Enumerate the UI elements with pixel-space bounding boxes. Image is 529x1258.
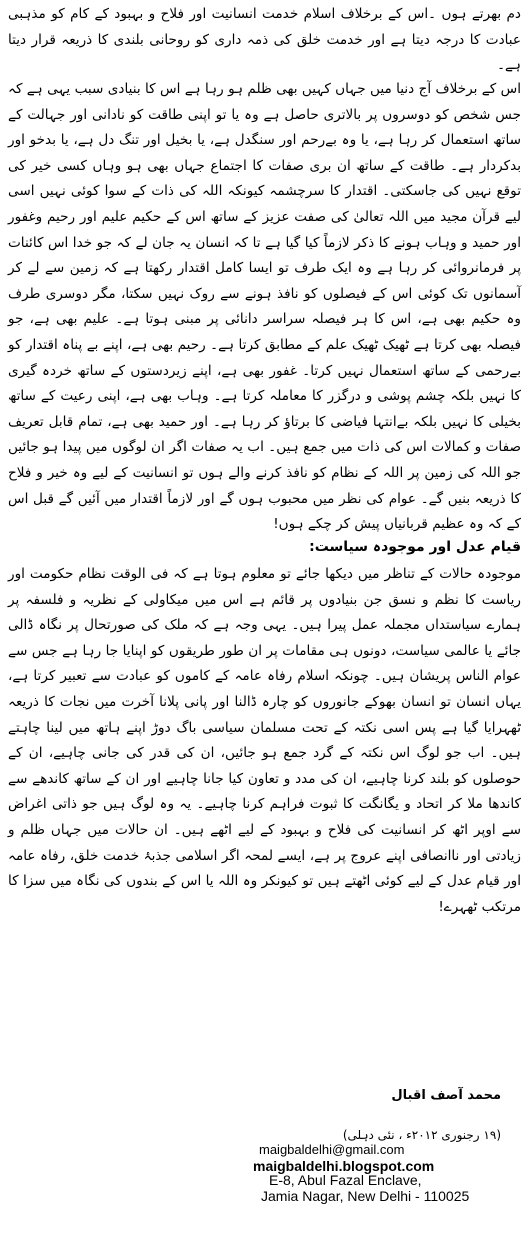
article-paragraph-1: دم بھرتے ہوں ۔اس کے برخلاف اسلام خدمت انسانیت اور فلاح و بہبود کے کام کو مذہبی عبادت کا درجہ دیتا ہے اور خدمت خلق کی ذمہ داری کو روحانی بلندی کا ذریعہ قرار دیتا ہے۔ bbox=[8, 6, 521, 74]
article-date: (۱۹ رجنوری ۲۰۱۲ء ، نئی دہلی) bbox=[342, 1128, 501, 1142]
address-line-1: E-8, Abul Fazal Enclave, bbox=[269, 1172, 422, 1188]
article-paragraph-3: موجودہ حالات کے تناظر میں دیکھا جائے تو معلوم ہوتا ہے کہ فی الوقت نظام حکومت اور ریاست کا نظم و نسق جن بنیادوں پر قائم ہے اس میں میکاولی کے نظریہ و فلسفہ پر ہمارے سیاستداں مجملہ عمل پیرا ہیں۔ یہی وجہ ہے کہ ملک کی صورتحال پر نگاہ ڈالی جائے یا عالمی سیاست، دونوں ہی مقامات پر ان طور طریقوں کو اپنایا جا رہا ہے جس سے عوام الناس پریشان ہیں۔ چونکہ اسلام رفاہ عامہ کے کاموں کو عبادت سے تعبیر کرتا ہے، یہاں انسان تو انسان بھوکے جانوروں کو چارہ ڈالنا اور پانی پلانا آخرت میں نجات کا ذریعہ ٹھہرایا گیا ہے پس اسی نکتہ کے تحت مسلمان سیاسی باگ دوڑ اپنے ہاتھ میں لینا چاہتے ہیں۔ اب جو لوگ اس نکتہ کے گرد جمع ہو جائیں، ان کی قدر کی جانی چاہیے، ان کے حوصلوں کو بلند کرنا چاہیے، ان کی مدد و تعاون کیا جانا چاہیے اور ان کے ساتھ کاندھے سے کاندھا ملا کر اتحاد و یگانگت کا ثبوت فراہم کرنا چاہیے۔ یہ وہ لوگ ہیں جو ذاتی اغراض سے اوپر اٹھ کر انسانیت کی فلاح و بہبود کے لیے اٹھے ہیں۔ ان حالات میں جہاں ظلم و زیادتی اور ناانصافی اپنے عروج پر ہے، ایسے لمحہ اگر اسلامی جذبۂ خدمت خلق، رفاہ عامہ اور قیام عدل کے لیے کوئی اٹھتے ہیں تو کیونکر وہ اللہ یا اس کے بندوں کی نگاہ میں سزا کا مرتکب ٹھہرے! bbox=[8, 566, 521, 915]
author-blog: maigbaldelhi.blogspot.com bbox=[253, 1158, 435, 1174]
author-email: maigbaldelhi@gmail.com bbox=[259, 1142, 405, 1157]
section-heading: قیام عدل اور موجودہ سیاست: bbox=[309, 539, 521, 555]
address-line-2: Jamia Nagar, New Delhi - 110025 bbox=[261, 1188, 470, 1204]
article-paragraph-2: اس کے برخلاف آج دنیا میں جہاں کہیں بھی ظلم ہو رہا ہے اس کا بنیادی سبب یہی ہے کہ جس شخص کو دوسروں پر بالاتری حاصل ہے وہ یا تو اپنی طاقت کو نادانی اور جہالت کے ساتھ استعمال کر رہا ہے، یا وہ بےرحم اور سنگدل ہے، یا بخیل اور تنگ دل ہے، یا بدخو اور بدکردار ہے۔ طاقت کے ساتھ ان بری صفات کا اجتماع جہاں بھی ہو وہاں کسی خیر کی توقع نہیں کی جاسکتی۔ اقتدار کا سرچشمہ کیونکہ اللہ کی ذات کے سوا کوئی نہیں اسی لیے قرآن مجید میں اللہ تعالیٰ کی صفت عزیز کے ساتھ اس کے حکیم علیم اور رحیم وغفور اور حمید و وہاب ہونے کا ذکر لازماً کیا گیا ہے تا کہ انسان یہ جان لے کہ جو خدا اس کائنات پر فرمانروائی کر رہا ہے وہ ایک طرف تو ایسا کامل اقتدار رکھتا ہے کہ زمین سے لے کر آسمانوں تک کوئی اس کے فیصلوں کو نافذ ہونے سے روک نہیں سکتا، مگر دوسری طرف وہ حکیم بھی ہے، اس کا ہر فیصلہ سراسر دانائی پر مبنی ہوتا ہے۔ علیم بھی ہے، جو فیصلہ بھی کرتا ہے ٹھیک ٹھیک علم کے مطابق کرتا ہے۔ رحیم بھی ہے، اپنے بے پناہ اقتدار کو بےرحمی کے ساتھ استعمال نہیں کرتا۔ غفور بھی ہے، اپنے زیردستوں کے ساتھ خردہ گیری کا نہیں بلکہ چشم پوشی و درگزر کا معاملہ کرتا ہے۔ وہاب بھی ہے، اپنی رعیت کے ساتھ بخیلی کا نہیں بلکہ بےانتہا فیاضی کا برتاؤ کر رہا ہے۔ اور حمید بھی ہے، تمام قابل تعریف صفات و کمالات اس کی ذات میں جمع ہیں۔ اب یہ صفات اگر ان لوگوں میں پیدا ہو جائیں جو اللہ کی زمین پر اللہ کے نظام کو نافذ کرنے والے ہوں تو انسانیت کے لیے وہ خیر و فلاح کا ذریعہ بنیں گے۔ عوام کی نظر میں محبوب ہوں گے اور لازماً اقتدار میں آئیں گے قبل اس کے کہ وہ عظیم قربانیاں پیش کر چکے ہوں! bbox=[8, 81, 521, 533]
author-name: محمد آصف اقبال bbox=[391, 1088, 501, 1103]
